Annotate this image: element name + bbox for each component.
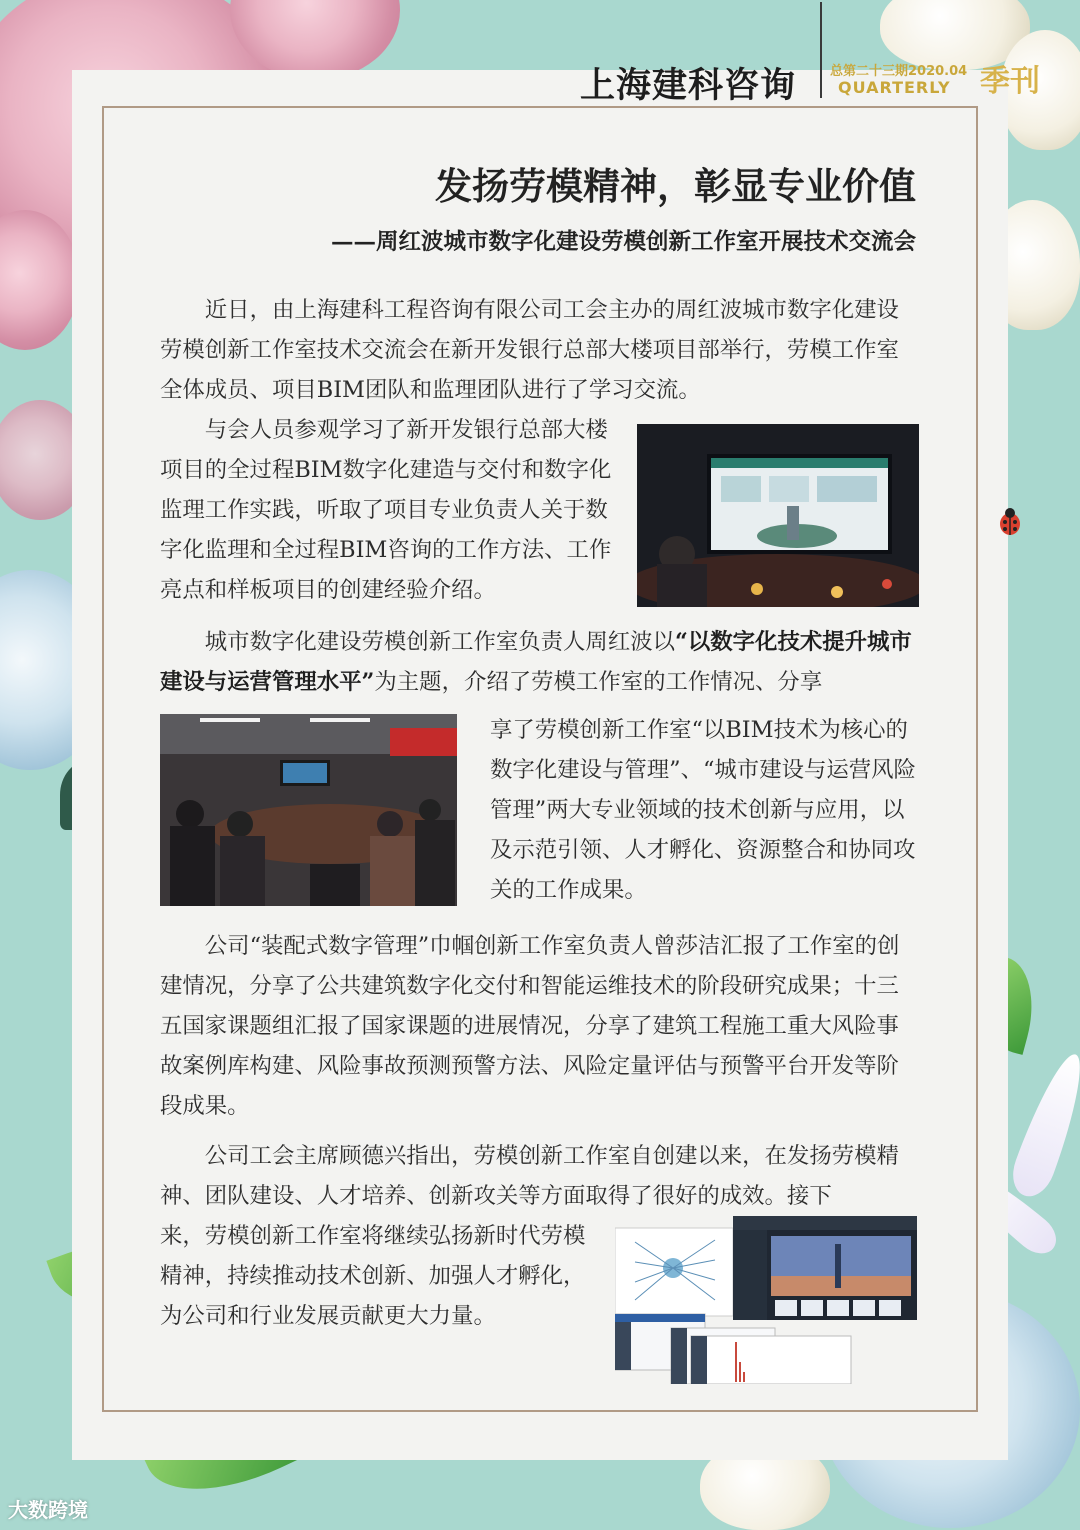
paragraph-2: 与会人员参观学习了新开发银行总部大楼项目的全过程BIM数字化建造与交付和数字化监理工作实践，听取了项目专业负责人关于数字化监理和全过程BIM咨询的工作方法、工作亮点和样板项目的创建经验介绍。 (160, 417, 612, 603)
lily-petal-decoration (1006, 1048, 1080, 1203)
paragraph-3-text-a: 城市数字化建设劳模创新工作室负责人周红波以 (204, 629, 675, 655)
software-screenshots-collage (615, 1216, 917, 1384)
paragraph-1: 近日，由上海建科工程咨询有限公司工会主办的周红波城市数字化建设劳模创新工作室技术交流会在新开发银行总部大楼项目部举行，劳模工作室全体成员、项目BIM团队和监理团队进行了学习交流。 (160, 297, 899, 403)
meeting-room-photo (160, 714, 457, 906)
article-title: 发扬劳模精神，彰显专业价值 (435, 164, 916, 208)
paragraph-5-second-part: 来，劳模创新工作室将继续弘扬新时代劳模精神，持续推动技术创新、加强人才孵化，为公司和行业发展贡献更大力量。 (160, 1223, 586, 1329)
article-subtitle: ——周红波城市数字化建设劳模创新工作室开展技术交流会 (330, 229, 916, 255)
quarterly-label: QUARTERLY (838, 78, 951, 97)
paragraph-4: 公司“装配式数字管理”巾帼创新工作室负责人曾莎洁汇报了工作室的创建情况，分享了公共建筑数字化交付和智能运维技术的阶段研究成果；十三五国家课题组汇报了国家课题的进展情况，分享了建筑工程施工重大风险事故案例库构建、风险事故预测预警方法、风险定量评估与预警平台开发等阶段成果。 (160, 933, 900, 1119)
presentation-screen-photo (637, 424, 919, 607)
header-divider (820, 2, 822, 98)
paragraph-5-first-part: 公司工会主席顾德兴指出，劳模创新工作室自创建以来，在发扬劳模精神、团队建设、人才培养、创新攻关等方面取得了很好的成效。接下 (160, 1143, 899, 1209)
paragraph-3-continued: 享了劳模创新工作室“以BIM技术为核心的数字化建设与管理”、“城市建设与运营风险管理”两大专业领域的技术创新与应用，以及示范引领、人才孵化、资源整合和协同攻关的工作成果。 (490, 717, 916, 903)
brand-logo-text: 上海建科咨询 (580, 66, 797, 106)
publication-type: 季刊 (980, 64, 1040, 99)
ladybug-decoration (998, 508, 1022, 536)
paragraph-3-text-b: 为主题，介绍了劳模工作室的工作情况、分享 (374, 669, 823, 695)
paragraph-3-intro (160, 622, 920, 702)
issue-number: 总第二十三期2020.04 (830, 64, 968, 79)
paragraph-3-theme: “以数字化技术提升城市建设与运营管理水平” (160, 629, 912, 695)
watermark: 大数跨境 (8, 1498, 88, 1522)
